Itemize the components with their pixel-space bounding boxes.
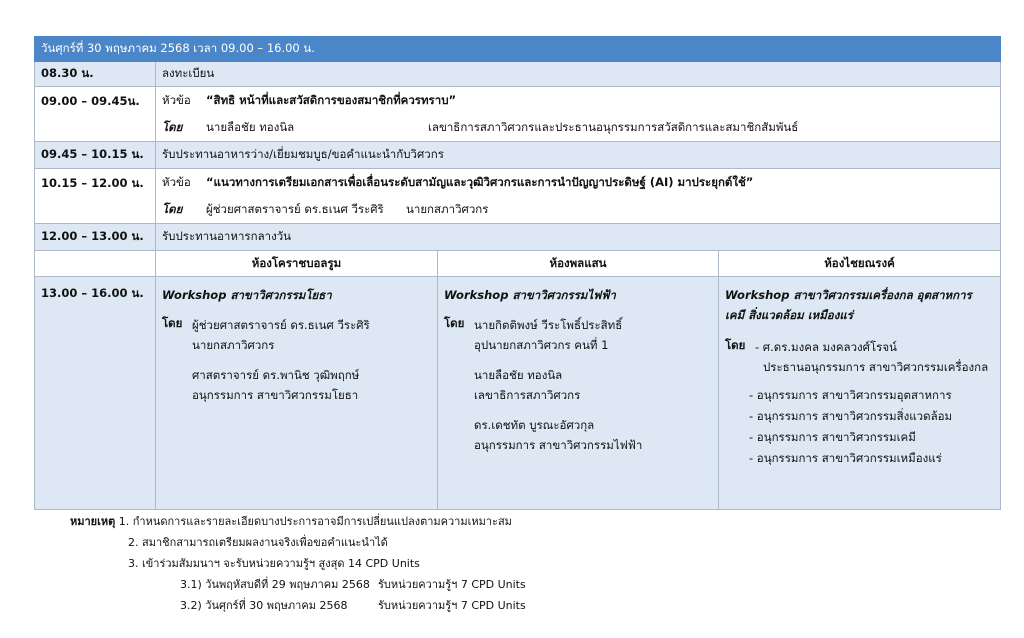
speaker-name: นายลือชัย ทองนิล [474,368,563,382]
workshop-mechanical-cell [719,277,1001,510]
schedule-row-break [35,142,1001,169]
speaker-role: เลขาธิการสภาวิศวกร [474,388,581,402]
speaker-block [444,315,712,455]
workshop-title-line: Workshop สาขาวิศวกรรมเครื่องกล อุตสาหการ [725,288,972,302]
workshop-title: Workshop สาขาวิศวกรรมโยธา [162,288,332,302]
speaker-block [162,315,431,405]
room-empty-cell [35,251,156,277]
speaker-list [192,315,370,405]
speaker-role: อนุกรรมการ สาขาวิศวกรรมโยธา [192,388,359,402]
speaker-line [162,196,994,223]
by-label: โดย [162,316,183,330]
activity-cell: รับประทานอาหารว่าง/เยี่ยมชมบูธ/ขอคำแนะนำกับวิศวกร [156,142,1001,169]
note-line-3: 3. เข้าร่วมสัมมนาฯ จะรับหน่วยความรู้ฯ สูงสุด 14 CPD Units [128,557,420,570]
activity-cell: ลงทะเบียน [156,62,1001,87]
speaker-name: นายลือชัย ทองนิล [206,119,295,134]
schedule-row-session-2 [35,169,1001,224]
speaker-role: นายกสภาวิศวกร [192,338,275,352]
note-line-2: 2. สมาชิกสามารถเตรียมผลงานจริงเพื่อขอคำแนะนำได้ [128,536,388,549]
note-line-3-2 [70,595,526,616]
speaker-name: ผู้ช่วยศาสตราจารย์ ดร.ธเนศ วีระศิริ [206,201,384,216]
notes-section [70,511,526,616]
committee-list [725,385,994,469]
speaker-list [755,337,988,377]
speaker-role: อุปนายกสภาวิศวกร คนที่ 1 [474,338,609,352]
speaker-name: ศาสตราจารย์ ดร.พานิช วุฒิพฤกษ์ [192,368,360,382]
time-cell: 13.00 – 16.00 น. [35,277,156,510]
workshop-electrical-cell [438,277,719,510]
speaker-name: นายกิตติพงษ์ วีระโพธิ์ประสิทธิ์ [474,318,623,332]
workshop-title-line: เคมี สิ่งแวดล้อม เหมืองแร่ [725,308,853,322]
committee-item: - อนุกรรมการ สาขาวิศวกรรมสิ่งแวดล้อม [749,409,953,423]
time-cell: 09.45 – 10.15 น. [35,142,156,169]
notes-label: หมายเหตุ [70,515,116,528]
topic-label: หัวข้อ [162,174,191,189]
topic-label: หัวข้อ [162,92,191,107]
note-line-3-1 [70,574,526,595]
workshop-civil-cell [156,277,438,510]
committee-item: - อนุกรรมการ สาขาวิศวกรรมเหมืองแร่ [749,451,942,465]
committee-item: - อนุกรรมการ สาขาวิศวกรรมเคมี [749,430,916,444]
time-cell: 10.15 – 12.00 น. [35,169,156,224]
note-text: 1. กำหนดการและรายละเอียดบางประการอาจมีการเปลี่ยนแปลงตามความเหมาะสม [118,515,512,528]
note-date: 3.2) วันศุกร์ที่ 30 พฤษภาคม 2568 [180,599,348,612]
topic-line [162,169,994,196]
speaker-name: ผู้ช่วยศาสตราจารย์ ดร.ธเนศ วีระศิริ [192,318,370,332]
note-units: รับหน่วยความรู้ฯ 7 CPD Units [378,578,526,591]
speaker-name: ดร.เดชทัต บูรณะอัศวกุล [474,418,595,432]
workshop-row [35,277,1001,510]
topic-title: “แนวทางการเตรียมเอกสารเพื่อเลื่อนระดับสามัญและวุฒิวิศวกรและการนำปัญญาประดิษฐ์ (AI) มาประยุกต์ใช้” [206,174,754,189]
schedule-date-header: วันศุกร์ที่ 30 พฤษภาคม 2568 เวลา 09.00 – 16.00 น. [35,37,1001,62]
activity-cell: รับประทานอาหารกลางวัน [156,224,1001,251]
speaker-line [162,114,994,141]
schedule-row-lunch [35,224,1001,251]
room-korat-ballroom: ห้องโคราชบอลรูม [156,251,438,277]
speaker-name: - ศ.ดร.มงคล มงคลวงศ์โรจน์ [755,340,897,354]
schedule-header-row [35,37,1001,62]
schedule-row-registration [35,62,1001,87]
by-label: โดย [725,338,746,352]
workshop-title [725,285,994,325]
time-cell: 09.00 – 09.45น. [35,87,156,142]
schedule-table [34,36,1001,510]
committee-item: - อนุกรรมการ สาขาวิศวกรรมอุตสาหการ [749,388,952,402]
by-label: โดย [162,119,183,134]
note-date: 3.1) วันพฤหัสบดีที่ 29 พฤษภาคม 2568 [180,578,370,591]
session-cell [156,87,1001,142]
room-chaiyanarong: ห้องไชยณรงค์ [719,251,1001,277]
topic-line [162,87,994,114]
speaker-list [474,315,642,455]
note-units: รับหน่วยความรู้ฯ 7 CPD Units [378,599,526,612]
speaker-role: นายกสภาวิศวกร [406,201,489,216]
room-header-row [35,251,1001,277]
time-cell: 08.30 น. [35,62,156,87]
session-cell [156,169,1001,224]
note-line-1 [70,511,526,532]
room-phonsaen: ห้องพลแสน [438,251,719,277]
speaker-block [725,337,994,377]
speaker-role: เลขาธิการสภาวิศวกรและประธานอนุกรรมการสวัสดิการและสมาชิกสัมพันธ์ [428,119,799,134]
by-label: โดย [444,316,465,330]
time-cell: 12.00 – 13.00 น. [35,224,156,251]
schedule-row-session-1 [35,87,1001,142]
by-label: โดย [162,201,183,216]
speaker-role: อนุกรรมการ สาขาวิศวกรรมไฟฟ้า [474,438,643,452]
topic-title: “สิทธิ หน้าที่และสวัสดิการของสมาชิกที่ควรทราบ” [206,92,457,107]
workshop-title: Workshop สาขาวิศวกรรมไฟฟ้า [444,288,616,302]
speaker-role: ประธานอนุกรรมการ สาขาวิศวกรรมเครื่องกล [763,360,989,374]
